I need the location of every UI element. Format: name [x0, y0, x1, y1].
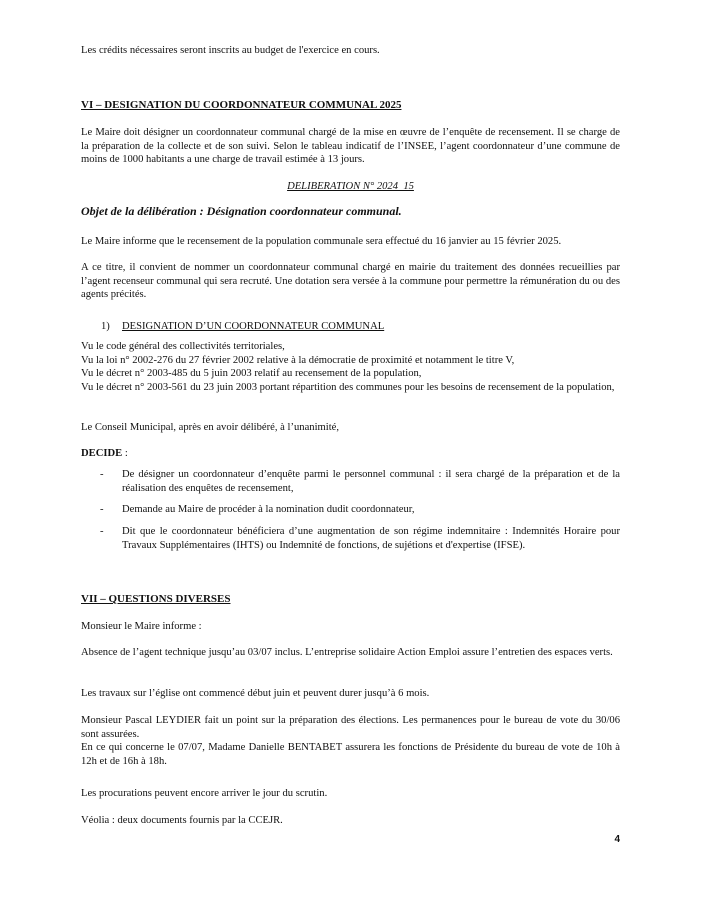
vu-list [81, 340, 620, 394]
absence-paragraph: Absence de l’agent technique jusqu’au 03/07 inclus. L’entreprise solidaire Action Emploi assure l’entretien des espaces verts. [81, 647, 613, 658]
recensement-paragraph: Le Maire informe que le recensement de la population communale sera effectué du 16 janvier au 15 février 2025. [81, 236, 562, 247]
page-number: 4 [614, 834, 620, 845]
decide-label: DECIDE [81, 448, 123, 459]
procurations-paragraph: Les procurations peuvent encore arriver le jour du scrutin. [81, 788, 328, 799]
intro-line: Les crédits nécessaires seront inscrits au budget de l'exercice en cours. [81, 45, 380, 56]
subheading-number: 1) [101, 321, 110, 332]
maire-informe: Monsieur le Maire informe : [81, 621, 202, 632]
a-ce-titre-paragraph: A ce titre, il convient de nommer un coordonnateur communal chargé en mairie du traitement des données recueillies par l’agent recenseur communal qui sera recruté. Une dotation sera versée à la commune pour permettre la rémunération du ou des agents précités. [81, 262, 620, 300]
bentabet-paragraph: En ce qui concerne le 07/07, Madame Danielle BENTABET assurera les fonctions de Présidente du bureau de vote de 10h à 12h et de 16h à 18h. [81, 742, 620, 767]
decide-item-text: Demande au Maire de procéder à la nomination dudit coordonnateur, [122, 504, 415, 515]
conseil-line: Le Conseil Municipal, après en avoir délibéré, à l’unanimité, [81, 422, 339, 433]
decide-line [81, 447, 620, 461]
vu-line: Vu le décret n° 2003-561 du 23 juin 2003 portant répartition des communes pour les besoins de recensement de la population, [81, 381, 615, 393]
deliberation-object: Objet de la délibération : Désignation coordonnateur communal. [81, 204, 402, 218]
decide-colon: : [122, 448, 128, 459]
decide-item-text: De désigner un coordonnateur d’enquête parmi le personnel communal : il sera chargé de la préparation et de la réalisation des enquêtes de recensement, [122, 469, 620, 494]
section-heading-vii: VII – QUESTIONS DIVERSES [81, 593, 231, 605]
leydier-paragraph: Monsieur Pascal LEYDIER fait un point sur la préparation des élections. Les permanences pour le bureau de vote du 30/06 sont assurées. [81, 715, 620, 740]
coordonnateur-paragraph: Le Maire doit désigner un coordonnateur communal chargé de la mise en œuvre de l’enquête de recensement. Il se charge de la préparation de la collecte et de son suivi. Selon le tableau indicatif de l’INSEE, l’agent coordonnateur d’une commune de moins de 1000 habitants a une charge de travail estimée à 13 jours. [81, 127, 620, 165]
dash-bullet: - [100, 526, 104, 537]
veolia-paragraph: Véolia : deux documents fournis par la CCEJR. [81, 815, 283, 826]
section-heading-vi: VI – DESIGNATION DU COORDONNATEUR COMMUNAL 2025 [81, 99, 402, 111]
dash-bullet: - [100, 504, 104, 515]
deliberation-number: DELIBERATION N° 2024_15 [287, 181, 414, 192]
subheading-title: DESIGNATION D’UN COORDONNATEUR COMMUNAL [122, 321, 385, 332]
vu-line: Vu le décret n° 2003-485 du 5 juin 2003 relatif au recensement de la population, [81, 368, 422, 379]
decide-item-text: Dit que le coordonnateur bénéficiera d’une augmentation de son régime indemnitaire : Indemnités Horaire pour Travaux Supplémentaires (IHTS) ou Indemnité de fonctions, de sujétions et d'expertise (IFSE). [122, 526, 620, 551]
vu-line: Vu le code général des collectivités territoriales, [81, 341, 285, 352]
dash-bullet: - [100, 469, 104, 480]
vu-line: Vu la loi n° 2002-276 du 27 février 2002 relative à la démocratie de proximité et notamment le titre V, [81, 354, 515, 366]
travaux-paragraph: Les travaux sur l’église ont commencé début juin et peuvent durer jusqu’à 6 mois. [81, 688, 430, 699]
